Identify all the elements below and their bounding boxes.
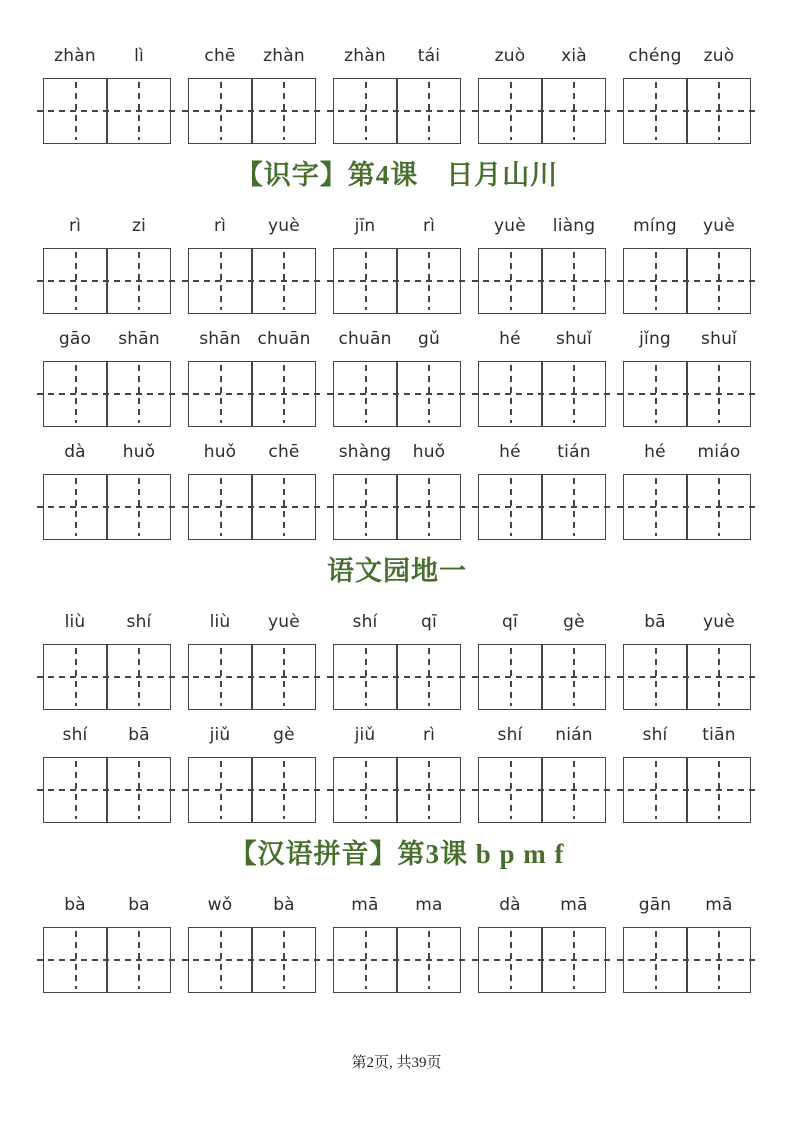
grid-center-hline	[182, 676, 322, 678]
word-row	[43, 893, 751, 993]
word-unit	[43, 327, 171, 427]
pinyin-syllable: rì	[422, 216, 436, 236]
writing-grid	[188, 474, 316, 540]
grid-center-hline	[472, 506, 612, 508]
section-heading: 【汉语拼音】第3课 b p m f	[229, 839, 565, 869]
pinyin-pair	[188, 610, 316, 634]
pinyin-syllable: shuǐ	[556, 329, 592, 349]
pinyin-pair	[623, 44, 751, 68]
pinyin-syllable: tái	[417, 46, 441, 66]
word-unit	[333, 723, 461, 823]
pinyin-syllable: chē	[204, 46, 236, 66]
writing-grid	[333, 78, 461, 144]
grid-center-hline	[182, 506, 322, 508]
grid-center-hline	[327, 393, 467, 395]
word-unit	[478, 327, 606, 427]
grid-center-hline	[327, 789, 467, 791]
pinyin-syllable: bà	[64, 895, 86, 915]
pinyin-syllable: jīn	[354, 216, 376, 236]
pinyin-pair	[333, 893, 461, 917]
pinyin-pair	[478, 723, 606, 747]
pinyin-syllable: shàng	[338, 442, 392, 462]
grid-center-hline	[472, 110, 612, 112]
word-row	[43, 214, 751, 314]
word-unit	[188, 440, 316, 540]
pinyin-syllable: chuān	[257, 329, 311, 349]
word-unit	[333, 893, 461, 993]
word-row	[43, 44, 751, 144]
word-unit	[623, 723, 751, 823]
pinyin-syllable: yuè	[268, 216, 300, 236]
pinyin-pair	[478, 327, 606, 351]
grid-center-hline	[327, 280, 467, 282]
pinyin-syllable: yuè	[703, 612, 735, 632]
pinyin-pair	[333, 723, 461, 747]
pinyin-pair	[43, 44, 171, 68]
pinyin-syllable: ma	[415, 895, 443, 915]
pinyin-syllable: gān	[638, 895, 672, 915]
pinyin-syllable: qī	[502, 612, 518, 632]
grid-center-hline	[617, 959, 757, 961]
pinyin-syllable: ba	[128, 895, 150, 915]
pinyin-pair	[623, 893, 751, 917]
writing-grid	[478, 361, 606, 427]
pinyin-syllable: shí	[62, 725, 88, 745]
grid-center-hline	[182, 110, 322, 112]
word-row	[43, 610, 751, 710]
pinyin-pair	[43, 440, 171, 464]
pinyin-pair	[623, 327, 751, 351]
pinyin-syllable: tiān	[702, 725, 736, 745]
writing-grid	[623, 78, 751, 144]
writing-grid	[623, 474, 751, 540]
word-unit	[478, 723, 606, 823]
pinyin-syllable: tián	[557, 442, 591, 462]
pinyin-syllable: jiǔ	[209, 725, 231, 745]
pinyin-pair	[43, 610, 171, 634]
pinyin-syllable: rì	[68, 216, 82, 236]
writing-grid	[478, 927, 606, 993]
grid-center-hline	[327, 110, 467, 112]
writing-grid	[623, 644, 751, 710]
word-unit	[43, 214, 171, 314]
word-row	[43, 723, 751, 823]
pinyin-pair	[478, 44, 606, 68]
word-unit	[623, 893, 751, 993]
pinyin-syllable: huǒ	[412, 442, 446, 462]
writing-grid	[478, 248, 606, 314]
word-unit	[43, 44, 171, 144]
grid-center-hline	[617, 789, 757, 791]
pinyin-syllable: liù	[64, 612, 86, 632]
pinyin-syllable: wǒ	[207, 895, 233, 915]
writing-grid	[188, 361, 316, 427]
writing-grid	[478, 474, 606, 540]
word-unit	[623, 214, 751, 314]
writing-grid	[43, 757, 171, 823]
writing-grid	[623, 361, 751, 427]
writing-grid	[333, 757, 461, 823]
pinyin-syllable: shí	[497, 725, 523, 745]
grid-center-hline	[617, 676, 757, 678]
pinyin-syllable: mā	[560, 895, 588, 915]
pinyin-syllable: zuò	[703, 46, 735, 66]
grid-center-hline	[617, 280, 757, 282]
pinyin-syllable: hé	[499, 329, 521, 349]
pinyin-syllable: shān	[199, 329, 241, 349]
pinyin-syllable: dà	[499, 895, 521, 915]
word-unit	[478, 610, 606, 710]
word-unit	[478, 440, 606, 540]
pinyin-syllable: chē	[268, 442, 300, 462]
pinyin-syllable: shí	[126, 612, 152, 632]
pinyin-pair	[478, 440, 606, 464]
word-unit	[623, 44, 751, 144]
grid-center-hline	[327, 959, 467, 961]
pinyin-pair	[188, 893, 316, 917]
pinyin-syllable: shān	[118, 329, 160, 349]
grid-center-hline	[37, 789, 177, 791]
writing-grid	[43, 78, 171, 144]
pinyin-pair	[188, 327, 316, 351]
pinyin-syllable: shuǐ	[701, 329, 737, 349]
writing-grid	[43, 927, 171, 993]
writing-grid	[623, 927, 751, 993]
pinyin-syllable: shí	[352, 612, 378, 632]
word-unit	[333, 327, 461, 427]
writing-grid	[43, 474, 171, 540]
writing-grid	[188, 78, 316, 144]
pinyin-syllable: xià	[561, 46, 587, 66]
word-row	[43, 440, 751, 540]
writing-grid	[188, 757, 316, 823]
pinyin-pair	[478, 610, 606, 634]
word-unit	[43, 610, 171, 710]
word-unit	[188, 44, 316, 144]
pinyin-syllable: qī	[421, 612, 437, 632]
pinyin-syllable: rì	[422, 725, 436, 745]
word-unit	[478, 893, 606, 993]
grid-center-hline	[617, 393, 757, 395]
pinyin-pair	[623, 723, 751, 747]
pinyin-syllable: bà	[273, 895, 295, 915]
word-unit	[188, 327, 316, 427]
pinyin-pair	[43, 723, 171, 747]
writing-grid	[43, 248, 171, 314]
word-unit	[188, 723, 316, 823]
pinyin-syllable: gāo	[58, 329, 92, 349]
pinyin-pair	[188, 440, 316, 464]
writing-grid	[478, 78, 606, 144]
grid-center-hline	[37, 676, 177, 678]
section-heading: 【识字】第4课 日月山川	[235, 160, 559, 190]
grid-center-hline	[37, 280, 177, 282]
page-footer: 第2页, 共39页	[351, 1055, 442, 1071]
grid-center-hline	[472, 676, 612, 678]
pinyin-pair	[188, 723, 316, 747]
pinyin-syllable: zhàn	[54, 46, 96, 66]
pinyin-syllable: chuān	[338, 329, 392, 349]
word-unit	[188, 610, 316, 710]
pinyin-syllable: mā	[705, 895, 733, 915]
grid-center-hline	[182, 789, 322, 791]
pinyin-syllable: huǒ	[203, 442, 237, 462]
word-unit	[623, 610, 751, 710]
writing-grid	[623, 248, 751, 314]
writing-grid	[333, 361, 461, 427]
pinyin-syllable: hé	[644, 442, 666, 462]
pinyin-pair	[623, 610, 751, 634]
grid-center-hline	[182, 959, 322, 961]
writing-grid	[188, 644, 316, 710]
word-unit	[623, 440, 751, 540]
writing-grid	[623, 757, 751, 823]
pinyin-syllable: chéng	[628, 46, 682, 66]
pinyin-syllable: bā	[128, 725, 150, 745]
pinyin-syllable: gǔ	[418, 329, 440, 349]
writing-grid	[478, 644, 606, 710]
word-unit	[43, 723, 171, 823]
pinyin-syllable: bā	[644, 612, 666, 632]
writing-grid	[43, 361, 171, 427]
pinyin-pair	[623, 440, 751, 464]
pinyin-syllable: yuè	[703, 216, 735, 236]
word-unit	[333, 214, 461, 314]
grid-center-hline	[617, 506, 757, 508]
pinyin-pair	[188, 214, 316, 238]
grid-center-hline	[472, 393, 612, 395]
writing-grid	[333, 927, 461, 993]
word-unit	[43, 893, 171, 993]
pinyin-syllable: dà	[64, 442, 86, 462]
writing-grid	[188, 248, 316, 314]
grid-center-hline	[472, 280, 612, 282]
pinyin-pair	[333, 327, 461, 351]
pinyin-pair	[43, 214, 171, 238]
pinyin-syllable: miáo	[697, 442, 741, 462]
pinyin-syllable: mā	[351, 895, 379, 915]
pinyin-syllable: yuè	[494, 216, 526, 236]
word-unit	[333, 610, 461, 710]
writing-grid	[478, 757, 606, 823]
pinyin-syllable: míng	[633, 216, 677, 236]
section-heading: 语文园地一	[327, 556, 467, 586]
pinyin-pair	[43, 893, 171, 917]
writing-grid	[333, 644, 461, 710]
pinyin-syllable: zhàn	[263, 46, 305, 66]
pinyin-pair	[478, 214, 606, 238]
grid-center-hline	[327, 676, 467, 678]
word-unit	[478, 44, 606, 144]
grid-center-hline	[182, 393, 322, 395]
writing-grid	[333, 248, 461, 314]
pinyin-syllable: shí	[642, 725, 668, 745]
word-unit	[333, 44, 461, 144]
grid-center-hline	[182, 280, 322, 282]
grid-center-hline	[37, 393, 177, 395]
word-unit	[333, 440, 461, 540]
pinyin-pair	[333, 214, 461, 238]
writing-grid	[188, 927, 316, 993]
word-unit	[478, 214, 606, 314]
pinyin-pair	[333, 610, 461, 634]
pinyin-syllable: jiǔ	[354, 725, 376, 745]
pinyin-syllable: lì	[134, 46, 144, 66]
pinyin-pair	[333, 440, 461, 464]
pinyin-syllable: rì	[213, 216, 227, 236]
pinyin-syllable: zuò	[494, 46, 526, 66]
pinyin-syllable: yuè	[268, 612, 300, 632]
pinyin-syllable: gè	[273, 725, 295, 745]
pinyin-pair	[478, 893, 606, 917]
grid-center-hline	[472, 789, 612, 791]
word-row	[43, 327, 751, 427]
grid-center-hline	[617, 110, 757, 112]
word-unit	[188, 893, 316, 993]
pinyin-syllable: huǒ	[122, 442, 156, 462]
pinyin-pair	[623, 214, 751, 238]
writing-grid	[43, 644, 171, 710]
pinyin-pair	[43, 327, 171, 351]
pinyin-pair	[333, 44, 461, 68]
pinyin-syllable: gè	[563, 612, 585, 632]
pinyin-syllable: liù	[209, 612, 231, 632]
grid-center-hline	[37, 959, 177, 961]
word-unit	[43, 440, 171, 540]
pinyin-syllable: nián	[555, 725, 593, 745]
pinyin-pair	[188, 44, 316, 68]
grid-center-hline	[472, 959, 612, 961]
pinyin-syllable: jǐng	[639, 329, 671, 349]
pinyin-syllable: hé	[499, 442, 521, 462]
writing-grid	[333, 474, 461, 540]
word-unit	[623, 327, 751, 427]
pinyin-syllable: zhàn	[344, 46, 386, 66]
grid-center-hline	[37, 506, 177, 508]
pinyin-syllable: liàng	[552, 216, 596, 236]
grid-center-hline	[37, 110, 177, 112]
word-unit	[188, 214, 316, 314]
grid-center-hline	[327, 506, 467, 508]
pinyin-syllable: zi	[131, 216, 147, 236]
